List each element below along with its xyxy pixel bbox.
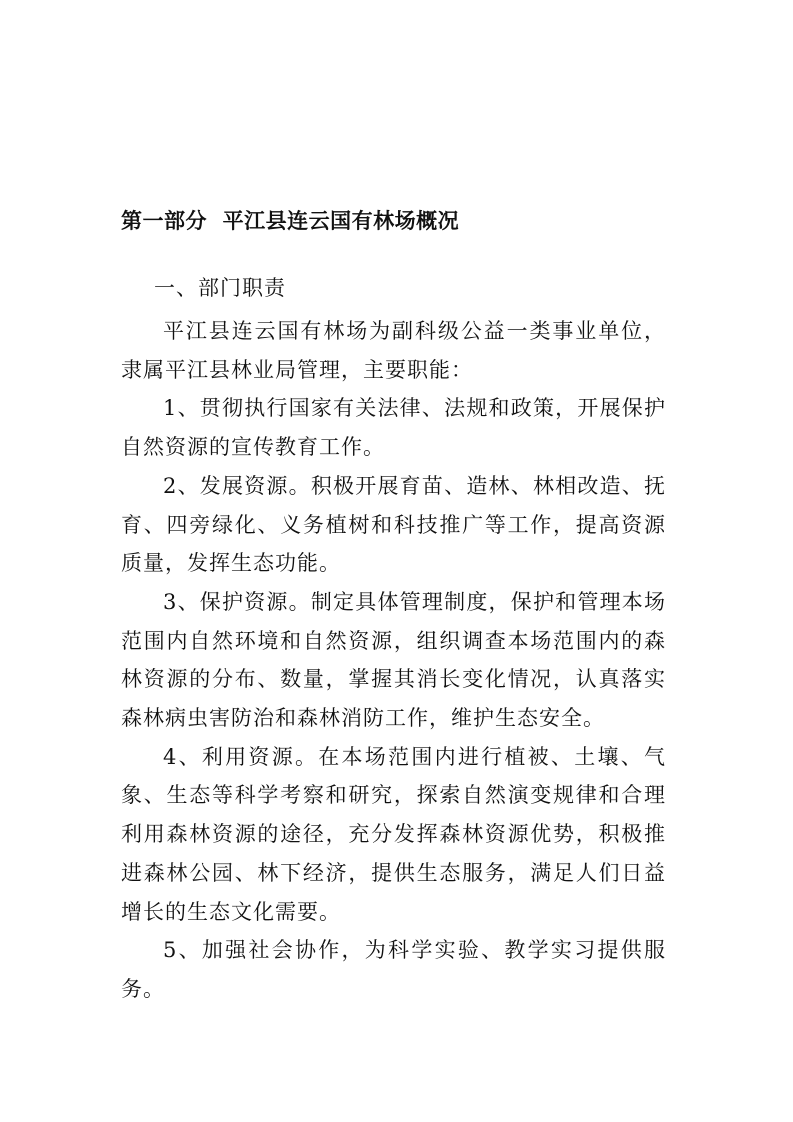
section-heading: 一、部门职责 (154, 276, 286, 300)
body-text (121, 312, 666, 1009)
paragraph-duty-5: 5、加强社会协作，为科学实验、教学实习提供服务。 (121, 938, 666, 1001)
part-title: 第一部分 平江县连云国有林场概况 (121, 209, 460, 233)
paragraph-duty-3: 3、保护资源。制定具体管理制度，保护和管理本场范围内自然环境和自然资源，组织调查本场范围内的森林资源的分布、数量，掌握其消长变化情况，认真落实森林病虫害防治和森林消防工作，维护生态安全。 (121, 589, 666, 731)
paragraph-duty-1: 1、贯彻执行国家有关法律、法规和政策，开展保护自然资源的宣传教育工作。 (121, 396, 666, 460)
paragraph-intro: 平江县连云国有林场为副科级公益一类事业单位，隶属平江县林业局管理，主要职能： (121, 319, 666, 382)
paragraph-duty-2: 2、发展资源。积极开展育苗、造林、林相改造、抚育、四旁绿化、义务植树和科技推广等工作，提高资源质量，发挥生态功能。 (121, 473, 666, 576)
paragraph-duty-4: 4、利用资源。在本场范围内进行植被、土壤、气象、生态等科学考察和研究，探索自然演变规律和合理利用森林资源的途径，充分发挥森林资源优势，积极推进森林公园、林下经济，提供生态服务，满足人们日益增长的生态文化需要。 (121, 744, 666, 924)
